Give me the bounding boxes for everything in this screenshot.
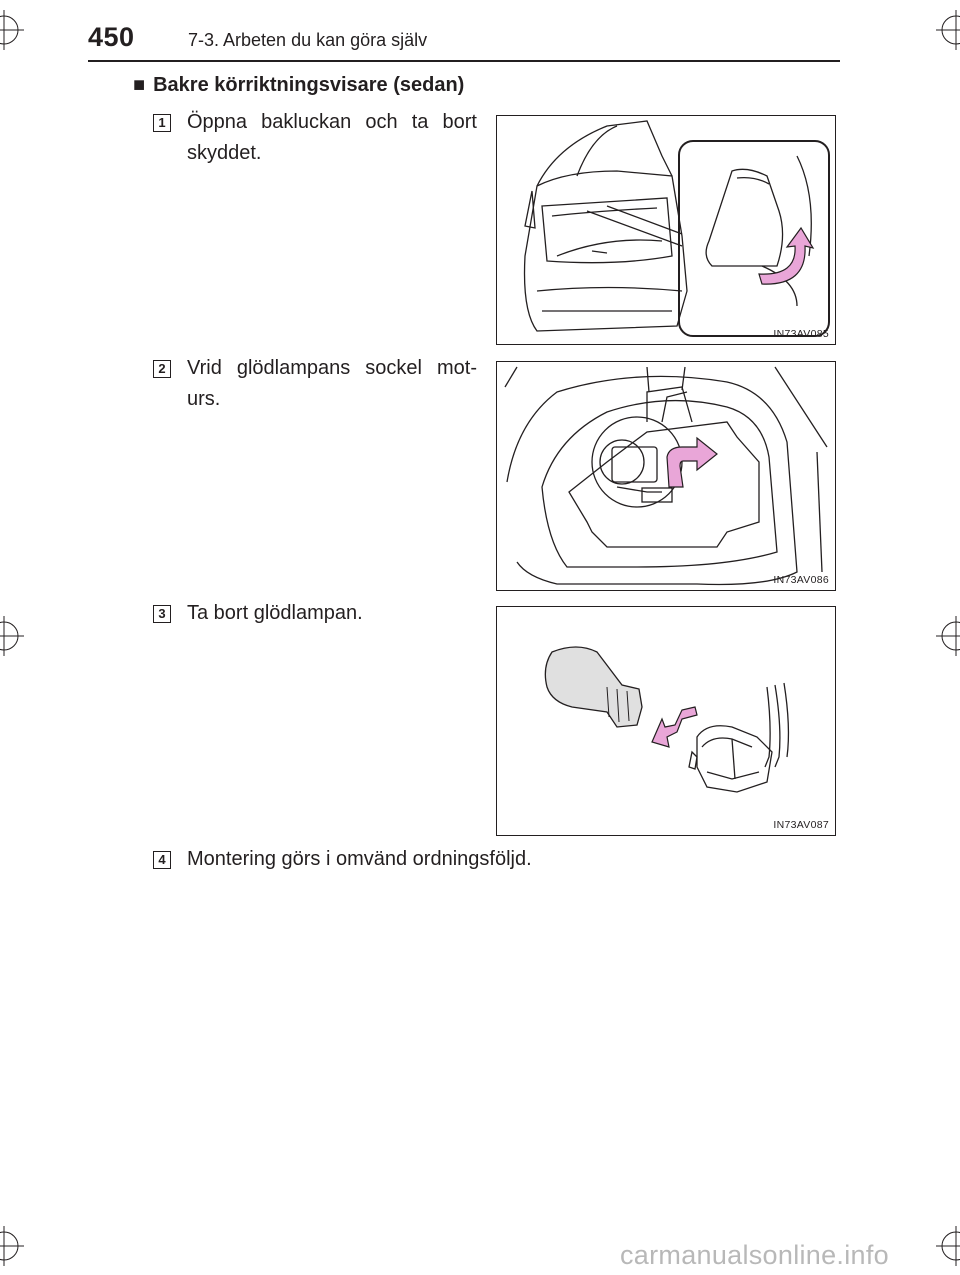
step-number-1: 1 (153, 114, 171, 132)
step-number-3: 3 (153, 605, 171, 623)
crop-mark-top-right (936, 10, 960, 50)
step-text-3: Ta bort glödlampan. (187, 602, 363, 624)
figure-remove-bulb (496, 606, 836, 836)
bulb-illustration (497, 607, 836, 836)
trunk-illustration (497, 116, 836, 345)
crop-mark-bottom-left (0, 1226, 24, 1266)
section-heading (133, 74, 464, 97)
step-number-2: 2 (153, 360, 171, 378)
section-square-icon: ■ (133, 74, 146, 96)
figure-code-3: IN73AV087 (773, 819, 829, 831)
figure-twist-socket (496, 361, 836, 591)
crop-mark-top-left (0, 10, 24, 50)
figure-code-1: IN73AV085 (773, 328, 829, 340)
socket-illustration (497, 362, 836, 591)
section-title: Bakre körriktningsvisare (sedan) (153, 74, 465, 96)
step-text-1: Öppna bakluckan och ta bort skyddet. (187, 111, 477, 164)
page-number: 450 (88, 22, 135, 52)
step-text-4: Montering görs i omvänd ordningsföljd. (187, 848, 532, 870)
crop-mark-mid-right (936, 616, 960, 656)
watermark: carmanualsonline.info (620, 1240, 889, 1270)
crop-mark-mid-left (0, 616, 24, 656)
step-number-4: 4 (153, 851, 171, 869)
crop-mark-bottom-right (936, 1226, 960, 1266)
header-rule (88, 60, 840, 62)
step-text-2: Vrid glödlampans sockel mot-urs. (187, 357, 477, 410)
running-header: 7-3. Arbeten du kan göra själv (188, 30, 428, 50)
figure-code-2: IN73AV086 (773, 574, 829, 586)
figure-open-trunk (496, 115, 836, 345)
